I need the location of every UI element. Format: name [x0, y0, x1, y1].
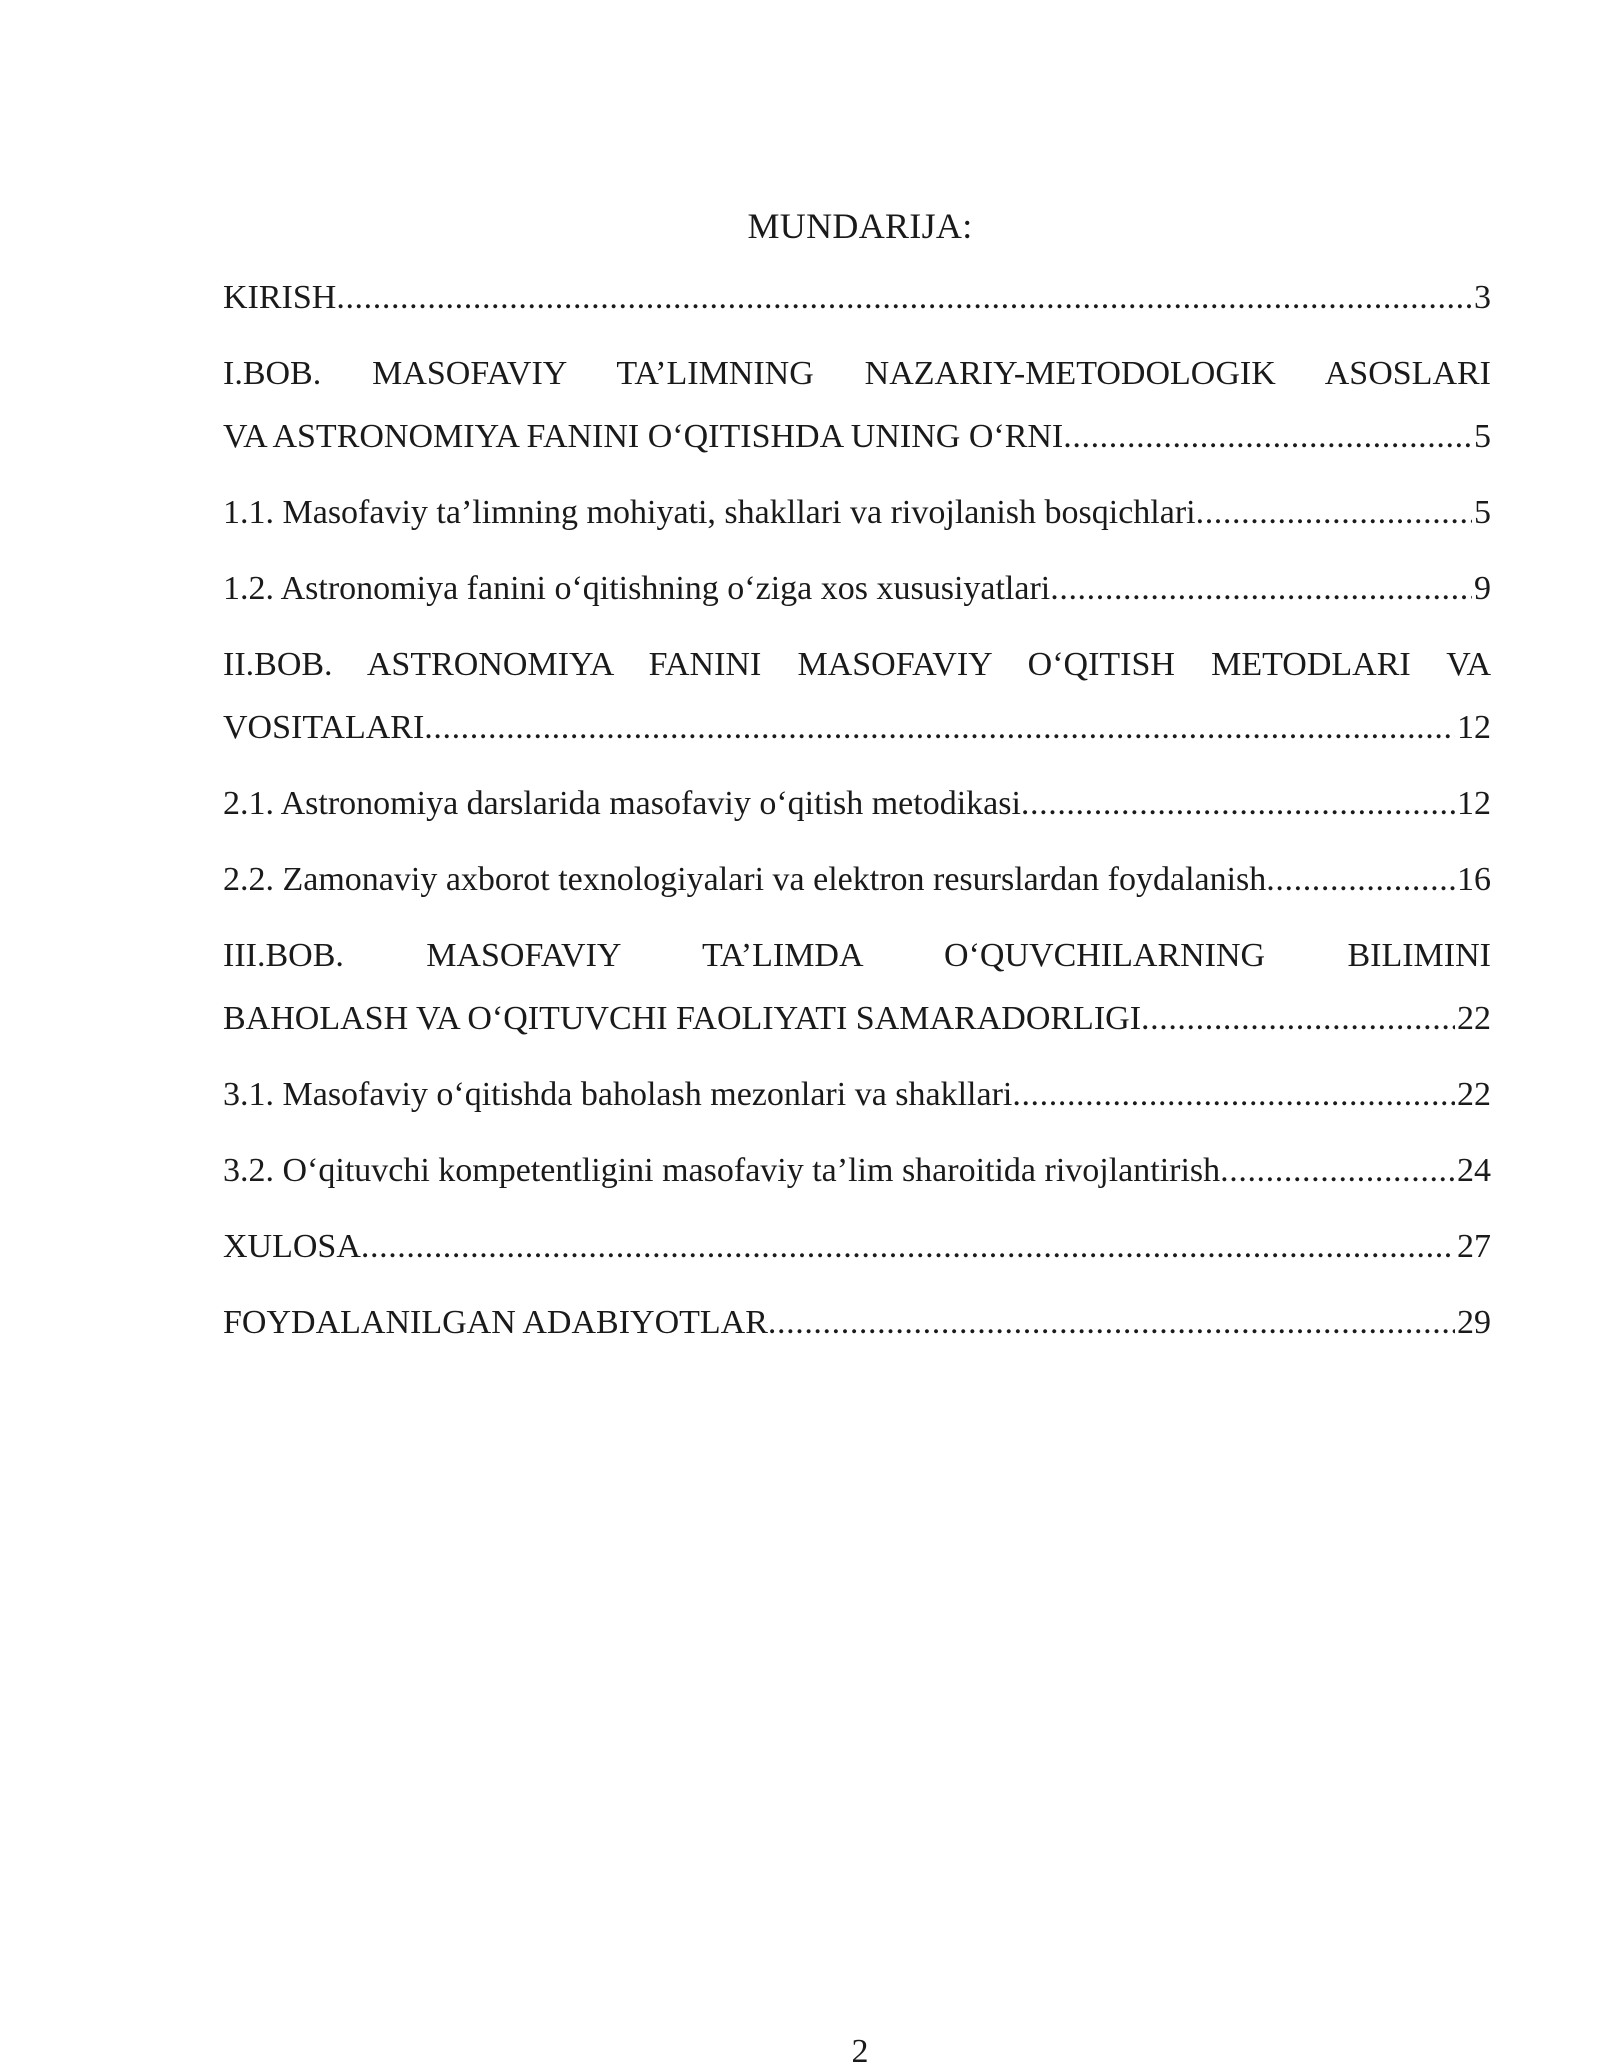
toc-entry-chapter-3 [223, 924, 1491, 1050]
toc-leader-line [223, 1063, 1491, 1126]
toc-page-number: 12 [1457, 785, 1491, 822]
toc-entry-chapter-1 [223, 342, 1491, 468]
toc-entry-section-1-1 [223, 481, 1491, 544]
toc-entry-title: 1.2. Astronomiya fanini o‘qitishning o‘ziga xos xususiyatlari [223, 570, 1051, 607]
toc-entry-title-line: II.BOB. ASTRONOMIYA FANINI MASOFAVIY O‘QITISH METODLARI VA [223, 646, 1491, 683]
toc-page-number: 12 [1457, 709, 1491, 746]
toc-entry-title: 3.2. O‘qituvchi kompetentligini masofaviy ta’lim sharoitida rivojlantirish [223, 1152, 1221, 1189]
toc-entry-section-3-1 [223, 1063, 1491, 1126]
toc-entry-title: 1.1. Masofaviy ta’limning mohiyati, shakllari va rivojlanish bosqichlari [223, 494, 1196, 531]
toc-entry-section-1-2 [223, 557, 1491, 620]
toc-leader-line [223, 481, 1491, 544]
toc-page-number: 24 [1457, 1152, 1491, 1189]
toc-entry-section-2-1 [223, 772, 1491, 835]
table-of-contents [223, 266, 1491, 1354]
toc-page-number: 22 [1457, 1000, 1491, 1037]
toc-page-number: 5 [1474, 418, 1491, 455]
toc-entry-title: VOSITALARI [223, 709, 425, 746]
dot-leader [336, 266, 1472, 329]
toc-entry-title: 3.1. Masofaviy o‘qitishda baholash mezonlari va shakllari [223, 1076, 1013, 1113]
toc-leader-line [223, 1291, 1491, 1354]
toc-entry-kirish [223, 266, 1491, 329]
toc-entry-xulosa [223, 1215, 1491, 1278]
toc-entry-title-line: I.BOB. MASOFAVIY TA’LIMNING NAZARIY-METODOLOGIK ASOSLARI [223, 355, 1491, 392]
toc-entry-title: XULOSA [223, 1228, 361, 1265]
toc-leader-line [223, 557, 1491, 620]
toc-leader-line [223, 1215, 1491, 1278]
toc-page-number: 27 [1457, 1228, 1491, 1265]
toc-entry-title: KIRISH [223, 279, 337, 316]
toc-entry-title-line: III.BOB. MASOFAVIY TA’LIMDA O‘QUVCHILARNING BILIMINI [223, 937, 1491, 974]
toc-leader-line [223, 1139, 1491, 1202]
dot-leader [768, 1291, 1455, 1354]
dot-leader [1141, 987, 1455, 1050]
toc-entry-title: 2.1. Astronomiya darslarida masofaviy o‘qitish metodikasi [223, 785, 1021, 822]
toc-entry-section-2-2 [223, 848, 1491, 911]
toc-entry-title: VA ASTRONOMIYA FANINI O‘QITISHDA UNING O‘RNI [223, 418, 1064, 455]
dot-leader [1266, 848, 1455, 911]
toc-entry-adabiyotlar [223, 1291, 1491, 1354]
toc-leader-line [223, 266, 1491, 329]
toc-leader-line [223, 987, 1491, 1050]
toc-page-number: 22 [1457, 1076, 1491, 1113]
toc-entry-title: BAHOLASH VA O‘QITUVCHI FAOLIYATI SAMARADORLIGI [223, 1000, 1142, 1037]
page-title: MUNDARIJA: [747, 206, 973, 246]
toc-leader-line [223, 405, 1491, 468]
toc-entry-chapter-2 [223, 633, 1491, 759]
dot-leader [1220, 1139, 1455, 1202]
toc-page-number: 16 [1457, 861, 1491, 898]
toc-page-number: 9 [1474, 570, 1491, 607]
dot-leader [361, 1215, 1455, 1278]
dot-leader [1063, 405, 1472, 468]
dot-leader [424, 696, 1455, 759]
toc-page-number: 3 [1474, 279, 1491, 316]
page-number: 2 [851, 2033, 869, 2070]
toc-leader-line [223, 696, 1491, 759]
dot-leader [1196, 481, 1472, 544]
dot-leader [1021, 772, 1455, 835]
toc-entry-title: 2.2. Zamonaviy axborot texnologiyalari va elektron resurslardan foydalanish [223, 861, 1267, 898]
toc-page-number: 29 [1457, 1304, 1491, 1341]
toc-leader-line [223, 772, 1491, 835]
dot-leader [1012, 1063, 1455, 1126]
dot-leader [1050, 557, 1472, 620]
toc-leader-line [223, 848, 1491, 911]
toc-entry-title: FOYDALANILGAN ADABIYOTLAR [223, 1304, 768, 1341]
toc-entry-section-3-2 [223, 1139, 1491, 1202]
toc-page-number: 5 [1474, 494, 1491, 531]
